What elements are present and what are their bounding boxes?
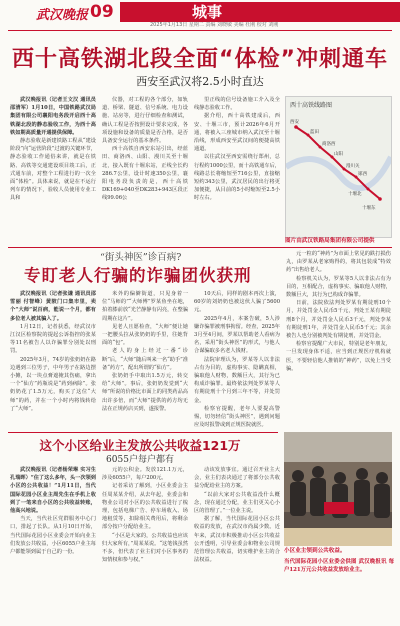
station-label: 山阳 bbox=[334, 152, 343, 157]
story3-side-text bbox=[284, 558, 394, 608]
story2-paragraph: 2025年4月，本案告破，5人涉嫌诈骗罪被刑事拘留。经查，2025年3月至4月间，罗某以帮助老人看病为名，采用“街头神医”的形式，与他人合谋骗取多名老人钱财。 bbox=[194, 315, 280, 355]
story3-paragraph: 元的公积金。发放121.1万元，涉及6055户，每户200元。 bbox=[102, 467, 188, 482]
story2-paragraph: 张奶奶手中取出1.5万元，转交给“大师”。事后，张奶奶发觉到“大师”所说的价格比市面上的同类药品高出许多倍，而“大师”提供的药方均无法在正规药店买到，遂报警。 bbox=[102, 373, 188, 412]
section-title: 城事 bbox=[120, 2, 400, 22]
station-marker bbox=[367, 188, 370, 191]
story2-paragraph: 2025年3月，74岁的张奶奶在路边遇到三位男子，中年男子在路边摆小摊，以一块点膏遮掩其伤痛，拿出一个“仙方”药瓶说是“药到病除”。张奶奶花了1.5万元，购买了这位“大师”的药，并在一个小时内将钱转给了“大师”。 bbox=[10, 356, 96, 412]
newspaper-name: 武汉晚报 bbox=[36, 8, 89, 23]
station-marker bbox=[378, 197, 382, 201]
story1-paragraph: 仪器，对工程的各个部分，如轨道、桥梁、隧道、信号系统、电力设施、站房等，进行仔细检查和测试，确认工程是否按照设计要求完成，各项设施和设备的质量是否合格，是否具备安全运行的基本条件。 bbox=[102, 97, 188, 145]
story1-paragraph: 以往武汉至西安需绕行郑州，总行程约1000公里，而十高铁通车后，线路总长将缩短至716公里，直接缩短约343公里，武汉居民的出行将更加便捷，从目前的5小时缩短至2.5小时左右。 bbox=[194, 154, 280, 202]
story2-paragraph: 检察机关认为，罗某等5人以非法占有为目的，互相配合，虚构事实、骗取他人财物，数额巨大，其行为已构成诈骗罪。 bbox=[286, 275, 391, 299]
section-rule bbox=[8, 432, 278, 433]
station-label: 郧西 bbox=[358, 172, 367, 177]
story2-paragraph: 元一粒的“神药”为市面上常见的跌打损伤丸，由罗某从老家购得的，将其包装成“特效药”出售给老人。 bbox=[286, 251, 391, 274]
station-label: 蓝田 bbox=[310, 130, 319, 135]
rail-route-map bbox=[285, 96, 392, 238]
story3-paragraph: 当天，当代社区党群服务中心门口，排起了长队。从1月10日开始，当代国际花园小区业委会开始向业主们发放公共收益，小区6055户业主每户都能领到属于自己的一份。 bbox=[10, 516, 96, 556]
story2-paragraph: 法院审理认为，罗某等人以非法占有为目的，虚构事实、隐瞒真相，骗取他人财物，数额巨大，其行为已构成诈骗罪。最终依法判处罗某等人有期徒刑十个月到三年不等，并处罚金。 bbox=[194, 356, 280, 404]
station-label: 十堰北 bbox=[348, 192, 362, 197]
story2-paragraph: 检察官提醒，老年人要提高警惕，切勿轻信“街头神医”，遇到问题应及时报警或到正规医院就医。 bbox=[194, 405, 280, 429]
story2-headline: 专盯老人行骗的诈骗团伙获刑 bbox=[24, 266, 252, 285]
story1-paragraph: 据介绍，西十高铁建成后，西安、十堰三市，预计2026年6月开通，将被入三座城市纳入武汉至十堰沿线，形成西安至武汉间的便捷高铁通道。 bbox=[194, 113, 280, 153]
story2-paragraph: 米外的偏僻街道，只见身着一位“马师的”“大师傅”罗某鱼坐在地，拍着膝前放“光芒静静有闪亮，在整骗周期在这片”。 bbox=[102, 291, 188, 322]
story2-column-3 bbox=[194, 290, 280, 430]
story3-paragraph: 记者采访了解到，小区业委会主任周某某介绍，从去年起，业委会和物业公司对小区的公共收益进行了梳理，包括电梯广告、停车场收入、场地租赁等，扣除相关费用后，将剩余部分按户分配给业主。 bbox=[102, 483, 188, 531]
story1-column-1 bbox=[10, 96, 96, 241]
page-number: 09 bbox=[90, 2, 114, 22]
story1-paragraph: 静态验收是新建铁路工程从“建设阶段”向“运营阶段”过渡的关键环节，静态验收工作通俗来讲，就是在铁路、高铁等交通建设项目竣工后，正式通车前，对整个工程进行的一次全面“体检”。具体来说，就是在不运行列车的情况下，验收人员使用专业工具和 bbox=[10, 138, 96, 202]
story3-subheadline: 6055户每户都有 bbox=[106, 455, 174, 465]
story3-paragraph: “以前大家对公共收益没什么概念，现在通过分配，业主们更关心小区的管理了。”一位业主说。 bbox=[194, 491, 280, 515]
story1-column-2 bbox=[102, 96, 188, 241]
story2-column-1 bbox=[10, 290, 96, 430]
story3-photo-caption: 小区业主领到公共收益。 bbox=[284, 548, 346, 554]
station-label: 西安 bbox=[290, 120, 299, 125]
story3-column-1 bbox=[10, 466, 96, 621]
story3-paragraph: 据了解，当代国际花园小区公共收益的发放，在武汉市尚属少数。近年来，武汉市积极推动小区公共收益公开透明，引导业委会和物业公司规范管理公共收益，切实维护业主的合法权益。 bbox=[194, 516, 280, 564]
story3-side-paragraph: 当代国际花园小区业委会供图 武汉晚报讯 每户121万元公共收益发放给业主。 bbox=[284, 559, 394, 574]
story3-paragraph: 武汉晚报讯（记者杨荣琳 实习生孔瑞晖）“住了这么多年，头一次领到小区的公共收益！”1月11日，当代国际花园小区业主周先生在手机上收到了一笔来自小区的公共收益转账，他高兴地说。 bbox=[10, 467, 96, 515]
station-label: 十堰东 bbox=[362, 206, 376, 211]
map-title: 西十高铁线路图 bbox=[290, 102, 333, 109]
story2-paragraph: 10天后，同样的剧本再次上演，60岁的刘奶奶也被这伙人骗了5600元。 bbox=[194, 291, 280, 314]
story1-paragraph: 武汉晚报讯（记者王文汉 通讯员邵清军）1月10日，中国铁路武汉局集团有限公司襄阳电务段开启西十高铁湖北段的静态验收工作，为西十高铁如期高质量开通提供保障。 bbox=[10, 97, 96, 136]
header-rule bbox=[8, 30, 392, 31]
story1-headline: 西十高铁湖北段全面“体检”冲刺通车 bbox=[12, 47, 388, 72]
page-header bbox=[0, 0, 400, 28]
section-rule bbox=[8, 247, 392, 248]
story2-paragraph: 武汉晚报讯（记者张谦 通讯员邵雪丽 付智峰）黄陂门口集市里，卖个“大师”说百病，能说一个月，都有多位老人被其骗入了。 bbox=[10, 291, 96, 322]
page-meta: 2025年1月13日 星期二 责编 刘晓敏 美编 杜刚 校对 刘刚 bbox=[150, 22, 279, 28]
story1-column-3 bbox=[194, 96, 280, 241]
story1-paragraph: 西十高铁自西安东站引出，经蓝田、商洛西、山阳、漫川关至十堰北，接入既有十堰东站，正线全长约286.7公里，设计时速350公里，襄阳电务段负责的是，西十高铁DK169+040至DK283+943区段正线99.06公 bbox=[102, 146, 188, 202]
story2-paragraph: 老人的身上经过一番“诊断”后，“大师”随后叫来一名“助手”准备“药方”，配出所谓的“仙方”。 bbox=[102, 348, 188, 371]
station-label: 商洛西 bbox=[322, 142, 336, 147]
station-label: 漫川关 bbox=[346, 164, 360, 169]
story3-headline: 这个小区给业主发放公共收益121万 bbox=[39, 438, 241, 453]
story3-paragraph: 动该发放事宜。通过召开业主大会，业主们表决通过了将部分公共收益分配给业主的方案。 bbox=[194, 467, 280, 490]
story1-photo-caption: 图片由武汉铁路局集团有限公司提供 bbox=[285, 238, 375, 244]
story2-kicker: “街头神医”诊百病? bbox=[100, 252, 182, 263]
story2-paragraph: 见老人且愿检查，“大师”便让她一把腰头拉从张奶奶的手里，往她背面的“包”。 bbox=[102, 323, 188, 347]
story2-column-4 bbox=[286, 250, 391, 430]
story1-subheadline: 西安至武汉将2.5小时直达 bbox=[136, 75, 264, 88]
story2-column-2 bbox=[102, 290, 188, 430]
station-marker bbox=[294, 125, 298, 129]
story3-paragraph: “小区是大家的，公共收益也应该归大家所有，”周某某说。“这笔钱虽然不多，但代表了业主们对小区事务的知情权和参与权。” bbox=[102, 532, 188, 564]
story2-paragraph: 1月12日，记者获悉，经武汉市江汉区检察院的提起公诉指控的张某等11名被告人以诈骗罪分别处以刑罚。 bbox=[10, 323, 96, 355]
story2-paragraph: 检察官提醒广大市民，特别是老年朋友，一旦发现身体不适，应当到正规医疗机构就医，不要轻信他人推销的“神药”，以免上当受骗。 bbox=[286, 341, 391, 372]
story3-column-2 bbox=[102, 466, 188, 621]
residents-queue-photo bbox=[284, 432, 392, 546]
story2-paragraph: 日前，法院依法判处罗某有期徒刑10个月，并处罚金人民币5千元，判处王某有期徒刑8个月，并处罚金人民币3千元，判处李某有期徒刑1年，并处罚金人民币5千元；其余被告人也分别被判处有期徒刑，并处罚金。 bbox=[286, 300, 391, 340]
story1-paragraph: 里正线的信号设备施工介入及全线静态验收工作。 bbox=[194, 97, 280, 112]
story3-column-3 bbox=[194, 466, 280, 621]
story3-photo bbox=[284, 432, 392, 546]
